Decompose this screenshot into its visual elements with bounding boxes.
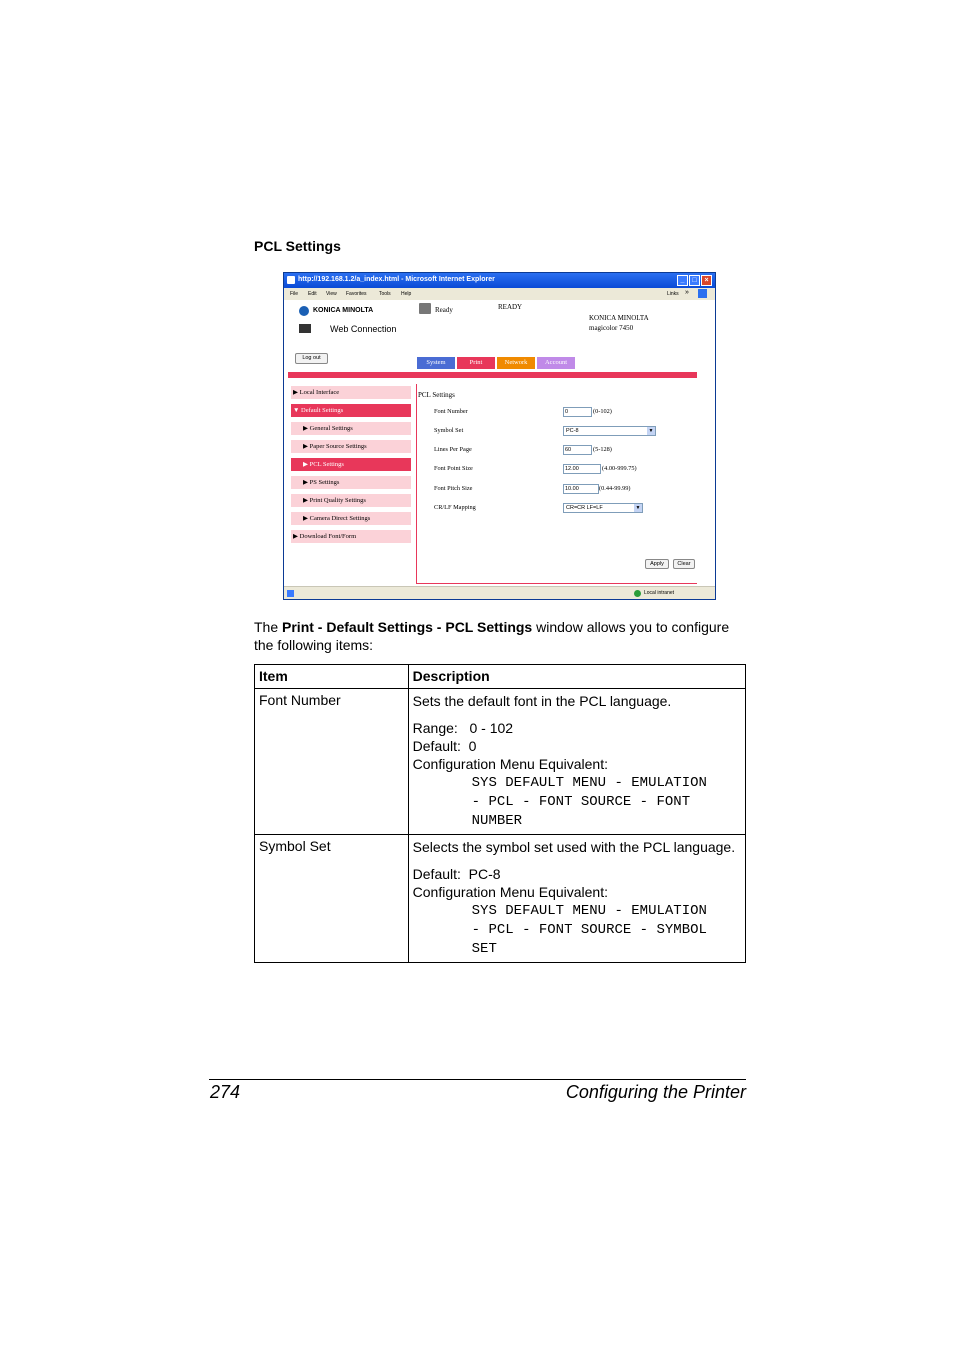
table-row — [255, 835, 746, 963]
menu-file[interactable]: File — [290, 291, 299, 297]
nav-ps-settings[interactable]: ▶ PS Settings — [291, 476, 411, 489]
tab-account[interactable]: Account — [537, 357, 575, 369]
header-description: Description — [408, 665, 745, 689]
pagescope-logo-icon — [299, 324, 311, 333]
intro-post: window allows you to configure the following items: — [254, 619, 730, 653]
menu-path-line: SYS DEFAULT MENU - EMULATION — [471, 903, 707, 919]
table-header-row — [255, 665, 746, 689]
menu-path-line: NUMBER — [471, 813, 523, 829]
menu-tools[interactable]: Tools — [379, 291, 391, 297]
lines-per-page-input[interactable]: 60 — [563, 445, 592, 455]
row-description — [408, 835, 745, 963]
printer-status: READY — [498, 303, 523, 311]
maximize-button[interactable]: □ — [689, 275, 700, 286]
menu-favorites[interactable]: Favorites — [346, 291, 367, 297]
menu-path-line: - PCL - FONT SOURCE - FONT — [471, 794, 691, 810]
globe-icon — [634, 590, 641, 597]
crlf-mapping-select[interactable] — [563, 503, 643, 513]
desc-range: Range: 0 - 102 — [412, 720, 514, 736]
lines-per-page-range: (5-128) — [593, 446, 612, 453]
model-name: magicolor 7450 — [589, 324, 634, 332]
crlf-mapping-label: CR/LF Mapping — [434, 504, 476, 511]
chapter-title: Configuring the Printer — [565, 1082, 746, 1102]
font-point-size-label: Font Point Size — [434, 465, 473, 472]
browser-screenshot — [283, 272, 716, 600]
desc-text: Sets the default font in the PCL language. — [412, 693, 672, 709]
product-name: Web Connection — [330, 324, 397, 334]
chevron-down-icon[interactable]: ▼ — [648, 428, 654, 434]
row-item: Font Number — [255, 689, 409, 835]
crlf-mapping-value: CR=CR LF=LF — [566, 505, 603, 511]
font-pitch-size-input[interactable]: 10.00 — [563, 484, 599, 494]
font-pitch-size-range: (0.44-99.99) — [599, 485, 631, 492]
desc-menu-path — [413, 902, 741, 959]
model-brand: KONICA MINOLTA — [589, 314, 649, 322]
nav-default-settings[interactable]: ▼ Default Settings — [291, 404, 411, 417]
row-item: Symbol Set — [255, 835, 409, 963]
nav-print-quality-settings[interactable]: ▶ Print Quality Settings — [291, 494, 411, 507]
intro-paragraph — [254, 618, 749, 654]
windows-flag-icon — [698, 289, 707, 298]
footer-rule — [209, 1079, 746, 1080]
desc-default: Default: PC-8 — [412, 866, 501, 882]
konica-logo-icon — [299, 306, 309, 316]
ie-icon — [287, 276, 295, 284]
tab-underline-bar — [288, 372, 697, 378]
symbol-set-select[interactable] — [563, 426, 656, 436]
menu-path-line: SYS DEFAULT MENU - EMULATION — [471, 775, 707, 791]
section-title: PCL Settings — [254, 238, 341, 254]
font-point-size-range: (4.00-999.75) — [602, 465, 637, 472]
chevron-right-icon[interactable]: » — [685, 289, 689, 296]
header-item: Item — [255, 665, 409, 689]
security-zone: Local intranet — [644, 590, 675, 596]
symbol-set-value: PC-8 — [566, 428, 579, 434]
menu-path-line: SET — [471, 941, 497, 957]
chevron-down-icon[interactable]: ▼ — [635, 505, 641, 511]
printer-state: Ready — [435, 306, 453, 314]
minimize-button[interactable]: _ — [677, 275, 688, 286]
intro-pre: The — [254, 619, 283, 635]
intro-bold: Print - Default Settings - PCL Settings — [282, 619, 533, 635]
brand-name: KONICA MINOLTA — [313, 307, 374, 314]
status-bar — [284, 586, 715, 600]
tab-system[interactable]: System — [417, 357, 455, 369]
desc-text: Selects the symbol set used with the PCL language. — [412, 839, 736, 855]
printer-icon — [419, 303, 431, 314]
row-description — [408, 689, 745, 835]
desc-menu-path — [413, 774, 741, 831]
settings-table — [254, 664, 746, 963]
lines-per-page-label: Lines Per Page — [434, 446, 472, 453]
menu-edit[interactable]: Edit — [308, 291, 317, 297]
page-done-icon — [287, 590, 294, 597]
tab-network[interactable]: Network — [497, 357, 535, 369]
panel-title: PCL Settings — [418, 391, 455, 399]
close-button[interactable]: × — [701, 275, 712, 286]
menu-view[interactable]: View — [326, 291, 337, 297]
apply-button[interactable]: Apply — [645, 559, 669, 569]
nav-local-interface[interactable]: ▶ Local Interface — [291, 386, 411, 399]
nav-paper-source-settings[interactable]: ▶ Paper Source Settings — [291, 440, 411, 453]
clear-button[interactable]: Clear — [673, 559, 695, 569]
menu-help[interactable]: Help — [401, 291, 412, 297]
window-title: http://192.168.1.2/a_index.html - Microsoft Internet Explorer — [298, 276, 495, 283]
menu-path-line: - PCL - FONT SOURCE - SYMBOL — [471, 922, 707, 938]
panel-divider — [416, 384, 417, 583]
desc-default: Default: 0 — [412, 738, 477, 754]
browser-titlebar — [284, 273, 715, 288]
logout-button[interactable]: Log out — [295, 353, 328, 364]
font-number-range: (0-102) — [593, 408, 612, 415]
font-number-input[interactable]: 0 — [563, 407, 592, 417]
font-pitch-size-label: Font Pitch Size — [434, 485, 473, 492]
tab-print[interactable]: Print — [457, 357, 495, 369]
page-canvas — [284, 300, 715, 586]
nav-camera-direct-settings[interactable]: ▶ Camera Direct Settings — [291, 512, 411, 525]
panel-bottom-rule — [416, 583, 697, 584]
symbol-set-label: Symbol Set — [434, 427, 464, 434]
desc-menu-label: Configuration Menu Equivalent: — [412, 756, 608, 772]
links-label[interactable]: Links — [667, 291, 679, 297]
nav-general-settings[interactable]: ▶ General Settings — [291, 422, 411, 435]
font-point-size-input[interactable]: 12.00 — [563, 464, 601, 474]
page-number: 274 — [210, 1082, 241, 1102]
font-number-label: Font Number — [434, 408, 468, 415]
nav-pcl-settings[interactable]: ▶ PCL Settings — [291, 458, 411, 471]
nav-download-font-form[interactable]: ▶ Download Font/Form — [291, 530, 411, 543]
table-row — [255, 689, 746, 835]
desc-menu-label: Configuration Menu Equivalent: — [412, 884, 608, 900]
